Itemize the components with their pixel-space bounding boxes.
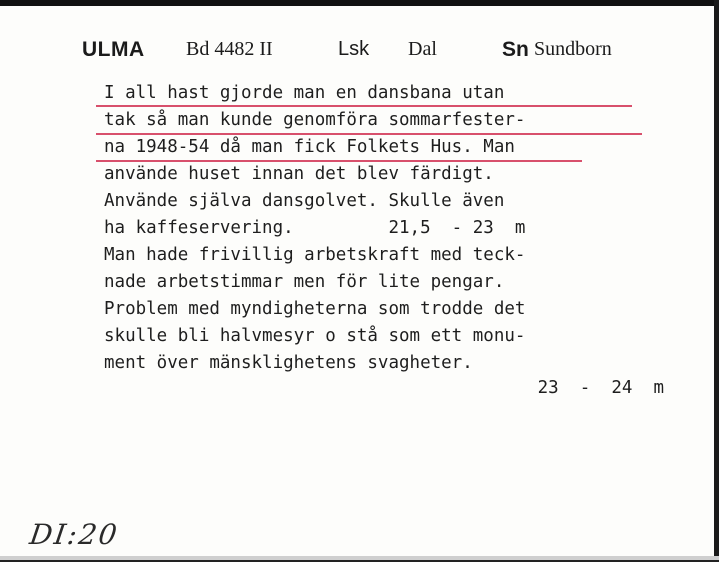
text-line: I all hast gjorde man en dansbana utan [104, 83, 505, 103]
parish-name: Sundborn [534, 38, 612, 60]
text-line: tak så man kunde genomföra sommarfester- [104, 110, 526, 130]
text-line: Man hade frivillig arbetskraft med teck- [104, 245, 526, 265]
text-line: na 1948-54 då man fick Folkets Hus. Man [104, 137, 515, 157]
collector-code: Lsk [338, 38, 370, 60]
parish-label: Sn [502, 38, 529, 61]
handwritten-mark: DI:20 [27, 518, 121, 551]
card-bottom-edge [0, 560, 719, 576]
card-right-edge [714, 0, 719, 576]
text-line: nade arbetstimmar men för lite pengar. [104, 272, 505, 292]
text-line: använde huset innan det blev färdigt. [104, 164, 494, 184]
card-top-edge [0, 0, 719, 6]
text-line: ment över mänsklighetens svagheter. [104, 353, 473, 373]
text-line: ha kaffeservering. 21,5 - 23 m [104, 218, 526, 238]
region-label: Dal [408, 38, 437, 60]
text-line: Använde själva dansgolvet. Skulle även [104, 191, 505, 211]
card-body [104, 80, 684, 377]
text-line: Problem med myndigheterna som trodde det [104, 299, 526, 319]
archive-code: ULMA [82, 38, 145, 61]
final-reference: 23 - 24 m [537, 378, 664, 398]
text-line: skulle bli halvmesyr o stå som ett monu- [104, 326, 526, 346]
card-header [82, 38, 682, 68]
volume-reference: Bd 4482 II [186, 38, 273, 60]
